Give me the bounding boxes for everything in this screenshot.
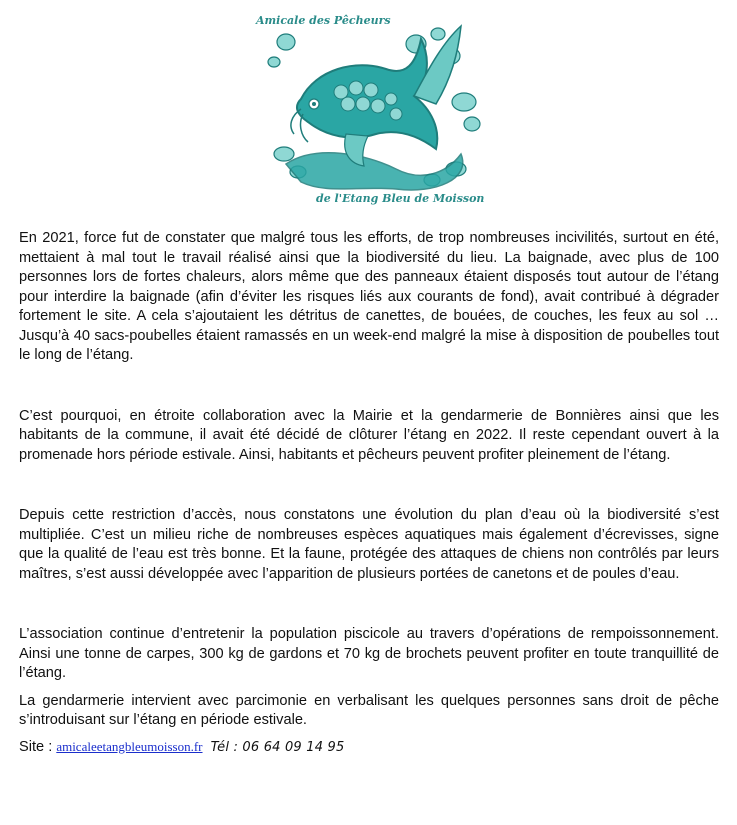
website-link[interactable]: amicaleetangbleumoisson.fr [56,738,203,754]
logo-top-text: Amicale des Pêcheurs [256,14,391,27]
contact-footer [19,737,719,758]
paragraph: Depuis cette restriction d’accès, nous constatons une évolution du plan d’eau où la biodiversité s’est multipliée. C’est un milieu riche de nombreuses espèces aquatiques mais également d’écrevisses, signe que la qualité de l’eau est très bonne. Et la faune, protégée des attaques de chiens non contrôlés par leurs maîtres, s’est aussi développée avec l’apparition de plusieurs portées de canetons et de poules d’eau. [19,507,719,582]
logo-bottom-text: de l'Etang Bleu de Moisson [316,192,485,205]
fish-logo-graphic [246,4,494,210]
paragraph: En 2021, force fut de constater que malgré tous les efforts, de trop nombreuses incivilités, surtout en été, mettaient à mal tout le travail réalisé ainsi que la biodiversité du lieu. La baignade, avec plus de 100 personnes lors de fortes chaleurs, alors même que des panneaux étaient disposés tout autour de l’étang pour interdire la baignade (afin d’éviter les risques liés aux courants de fond), avait contribué à dégrader fortement le site. A cela s’ajoutaient les détritus de canettes, de bouées, de couches, les feux au sol … Jusqu’à 40 sacs-poubelles étaient ramassés en un week-end malgré la mise à disposition de poubelles tout le long de l’étang. [19,230,719,363]
site-label: Site : [19,738,57,755]
paragraph: L’association continue d’entretenir la population piscicole au travers d’opérations de rempoissonnement. Ainsi une tonne de carpes, 300 kg de gardons et 70 kg de brochets peuvent profiter en toute tranquillité de l’étang. [19,626,719,681]
paragraph: La gendarmerie intervient avec parcimonie en verbalisant les quelques personnes sans droit de pêche s’introduisant sur l’étang en période estivale. [19,692,719,728]
article-body [19,229,719,757]
paragraph: C’est pourquoi, en étroite collaboration avec la Mairie et la gendarmerie de Bonnières ainsi que les habitants de la commune, il avait été décidé de clôturer l’étang en 2022. Il reste cependant ouvert à la promenade hors période estivale. Ainsi, habitants et pêcheurs peuvent profiter pleinement de l’étang. [19,407,719,463]
association-logo [246,4,494,210]
telephone-text: Tél : 06 64 09 14 95 [210,739,345,755]
link-spacer [203,739,211,755]
